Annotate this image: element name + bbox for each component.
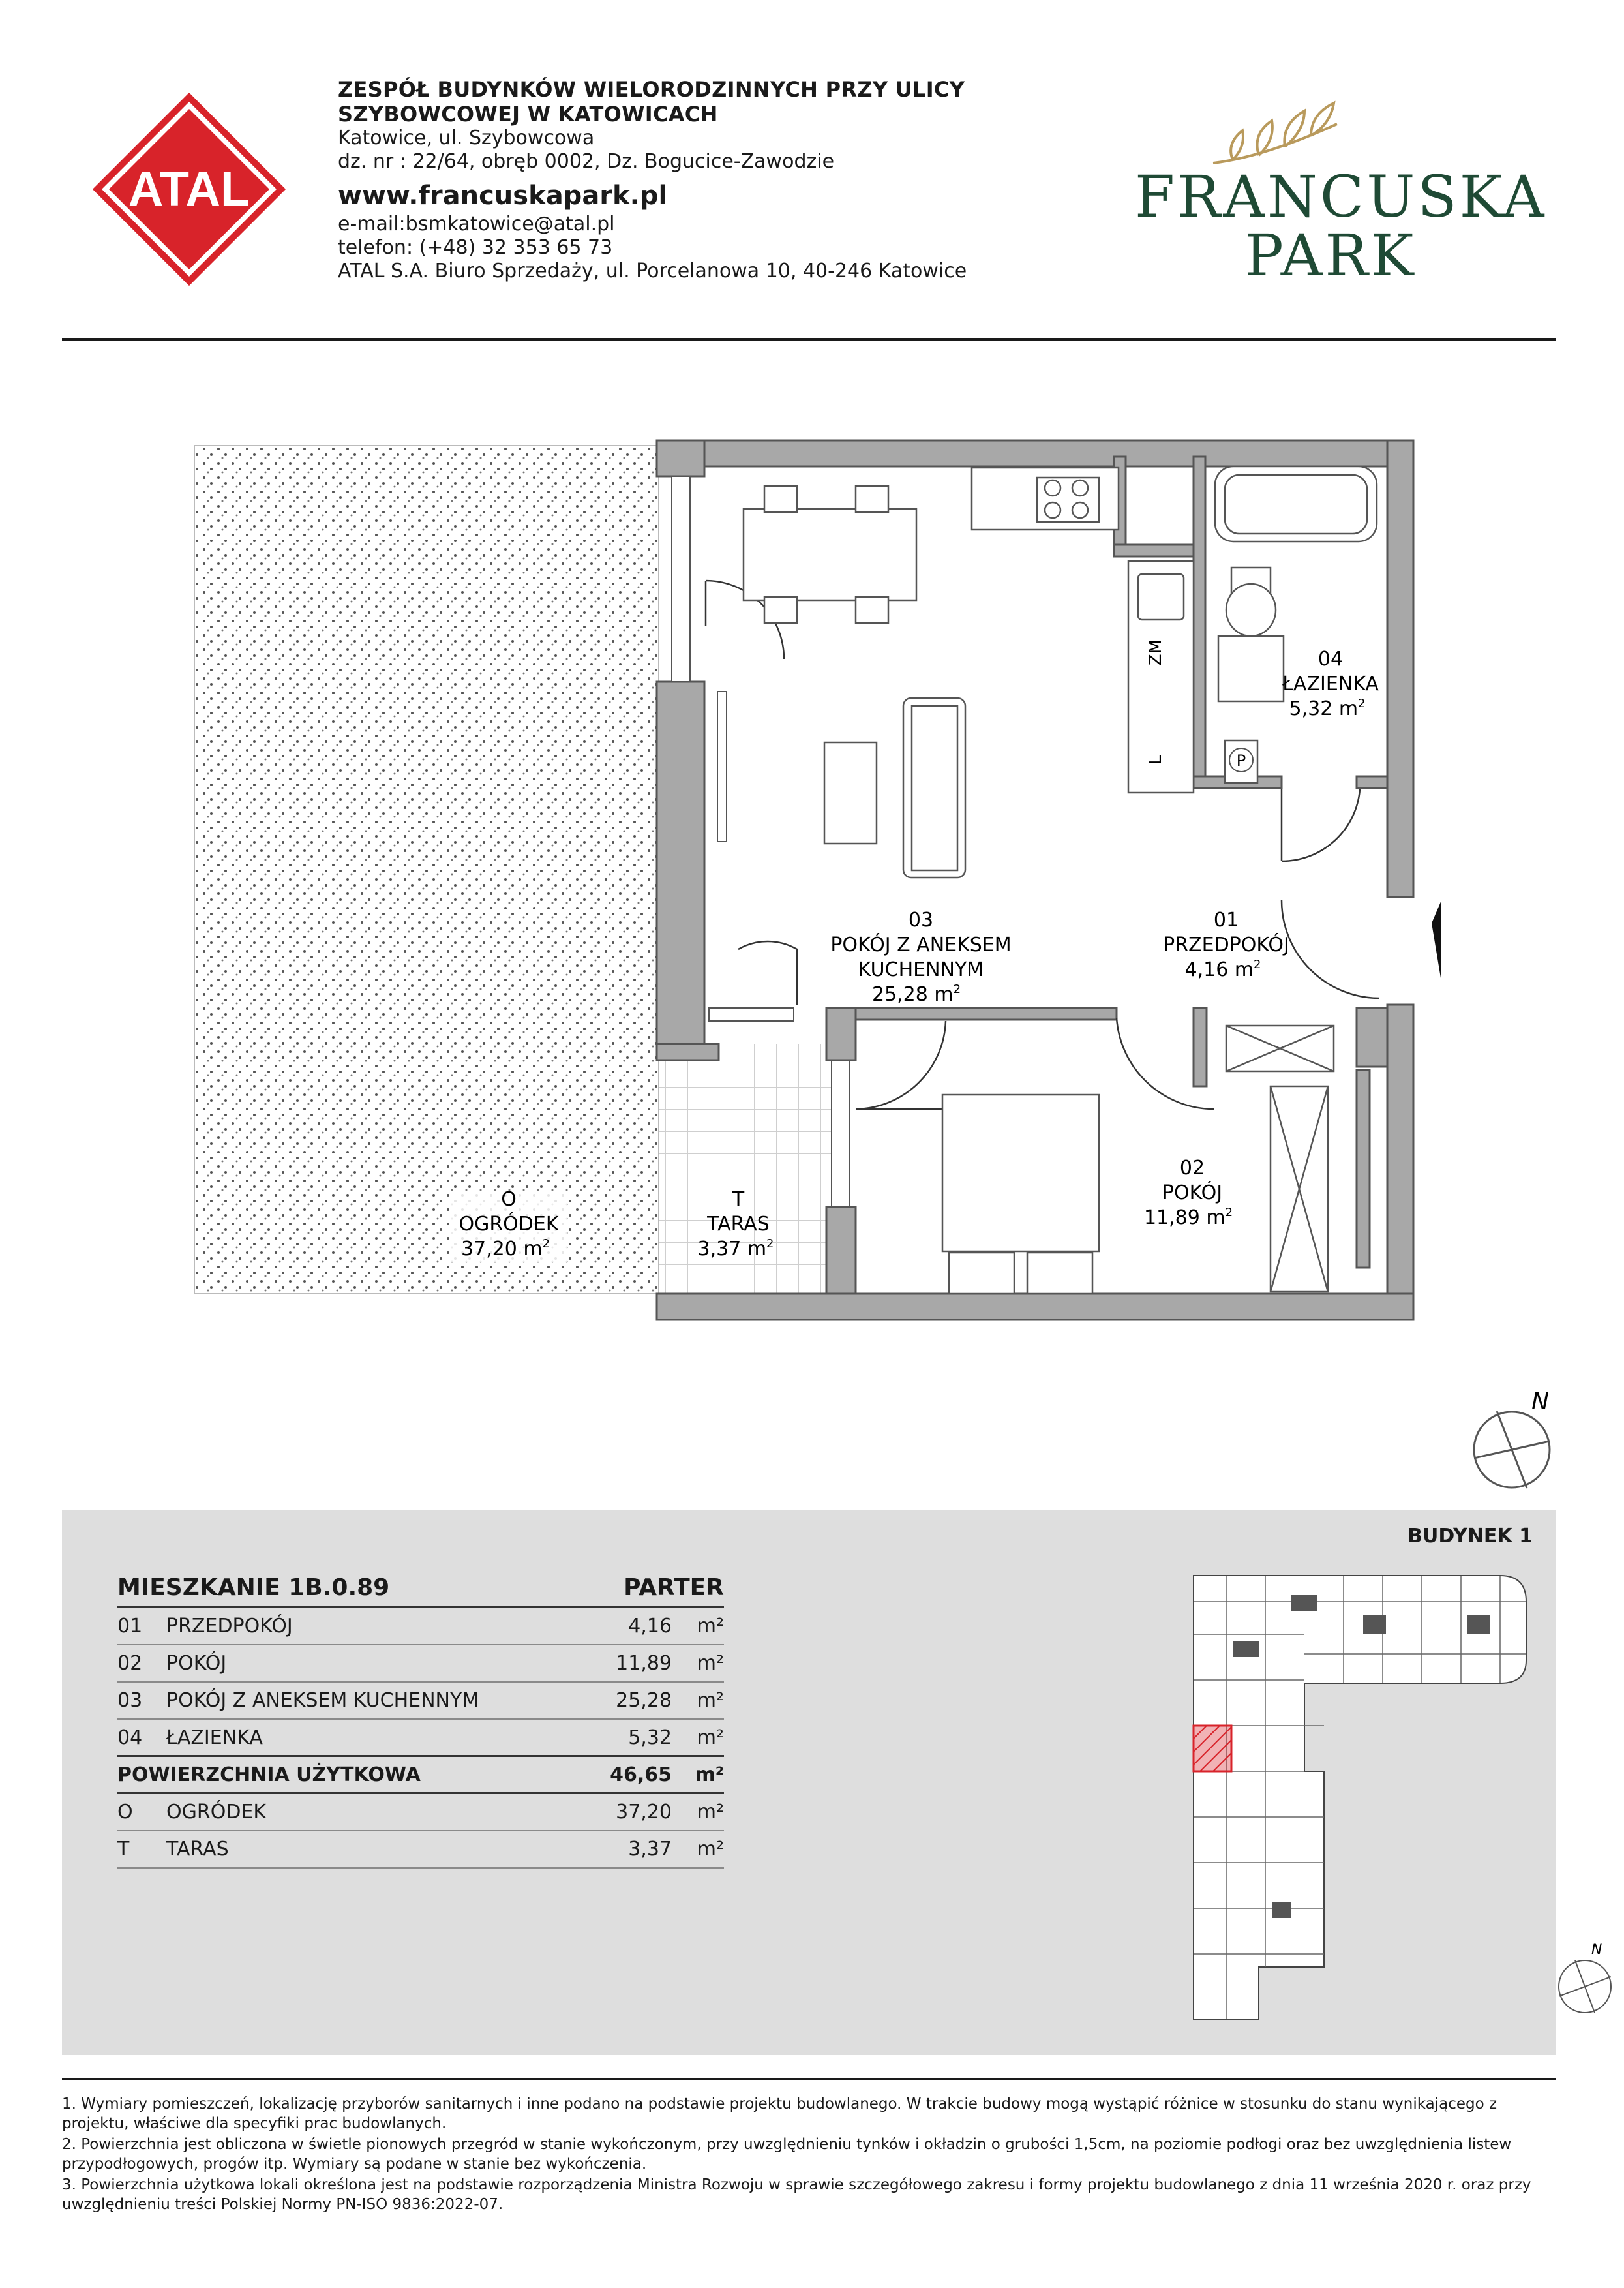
floor-plan — [0, 391, 1617, 1415]
address: Katowice, ul. Szybowcowa — [338, 127, 595, 149]
svg-text:OGRÓDEK: OGRÓDEK — [459, 1213, 559, 1236]
row-area: 25,28 — [616, 1689, 672, 1712]
phone: telefon: (+48) 32 353 65 73 — [338, 236, 613, 259]
key-plan-north-label: N — [1591, 1942, 1602, 1958]
svg-text:25,28 m2: 25,28 $m^2$ — [871, 983, 961, 1006]
row-code: 01 — [117, 1615, 143, 1638]
table-row — [117, 1683, 724, 1720]
leaves-icon — [1207, 98, 1344, 170]
row-area: 5,32 — [628, 1726, 672, 1749]
table-row — [117, 1608, 724, 1645]
email[interactable]: e-mail:bsmkatowice@atal.pl — [338, 213, 615, 236]
table-row — [117, 1720, 724, 1757]
svg-text:KUCHENNYM: KUCHENNYM — [858, 958, 984, 981]
row-area: 4,16 — [628, 1615, 672, 1638]
svg-text:11,89 m2: 11,89 $m^2$ — [1143, 1206, 1233, 1229]
garden-area — [194, 446, 659, 1294]
row-unit: m² — [697, 1652, 724, 1675]
table-header — [117, 1569, 724, 1608]
website-link[interactable]: www.francuskapark.pl — [338, 181, 668, 211]
row-code: T — [117, 1838, 130, 1861]
row-name: POKÓJ — [166, 1652, 227, 1675]
svg-text:T: T — [732, 1188, 745, 1211]
plot-number: dz. nr : 22/64, obręb 0002, Dz. Bogucice-Zawodzie — [338, 150, 835, 173]
row-area: 11,89 — [616, 1652, 672, 1675]
footnote: 3. Powierzchnia użytkowa lokali określona jest na podstawie rozporządzenia Ministra Rozwoju w sprawie szczegółowego zakresu i formy projektu budowlanego z dnia 11 września 2020 r. oraz przy uwzględnieniu treści Polskiej Normy PN-ISO 9836:2022-07. — [62, 2176, 1531, 2213]
row-unit: m² — [697, 1838, 724, 1861]
svg-text:5,32 m2: 5,32 $m^2$ — [1289, 697, 1366, 720]
svg-text:37,20 m2: 37,20 $m^2$ — [460, 1237, 550, 1260]
row-name: PRZEDPOKÓJ — [166, 1615, 293, 1638]
table-row — [117, 1645, 724, 1683]
floor-label: PARTER — [624, 1574, 724, 1601]
compass-icon — [1474, 1388, 1550, 1488]
svg-text:02: 02 — [1179, 1157, 1205, 1180]
svg-text:POKÓJ: POKÓJ — [1162, 1182, 1223, 1204]
info-panel — [62, 1510, 1602, 2055]
svg-text:POKÓJ Z ANEKSEM: POKÓJ Z ANEKSEM — [830, 934, 1012, 956]
entrance-arrow-icon — [1432, 900, 1441, 982]
total-unit: m² — [695, 1763, 724, 1786]
svg-text:03: 03 — [908, 909, 934, 932]
brand-line1: FRANCUSKA — [1135, 163, 1547, 230]
svg-text:01: 01 — [1213, 909, 1239, 932]
building-key-plan — [1174, 1563, 1624, 2032]
svg-text:04: 04 — [1317, 648, 1344, 671]
footnote: 2. Powierzchnia jest obliczona w świetle pionowych przegród w stanie wykończonym, przy uwzględnieniu tynków i okładzin o grubości 1,5cm, na poziomie podłogi oraz bez uwzględnienia listew przypodłogowych, progów itp. Wymiary są podane w stanie bez wykończenia. — [62, 2136, 1512, 2173]
project-title-line2: SZYBOWCOWEJ W KATOWICACH — [338, 102, 718, 127]
row-code: 03 — [117, 1689, 143, 1712]
room-label-o — [450, 1188, 567, 1262]
svg-text:4,16 m2: 4,16 $m^2$ — [1184, 958, 1261, 981]
header-info — [338, 77, 1055, 283]
row-area: 3,37 — [628, 1838, 672, 1861]
row-code: 02 — [117, 1652, 143, 1675]
building-label: BUDYNEK 1 — [1407, 1525, 1533, 1548]
row-name: POKÓJ Z ANEKSEM KUCHENNYM — [166, 1689, 479, 1712]
row-code: O — [117, 1801, 133, 1823]
row-name: ŁAZIENKA — [166, 1726, 263, 1749]
apartment-number: MIESZKANIE 1B.0.89 — [117, 1574, 390, 1601]
table-row — [117, 1831, 724, 1869]
brand-line2: PARK — [1244, 222, 1417, 289]
area-table — [117, 1569, 724, 1869]
key-plan-compass-icon — [1559, 1942, 1611, 2013]
total-area: 46,65 — [610, 1763, 672, 1786]
francuska-park-logo — [1135, 98, 1547, 289]
fridge-label: L — [1146, 755, 1165, 765]
svg-text:PRZEDPOKÓJ: PRZEDPOKÓJ — [1163, 934, 1289, 956]
apartment-highlight — [1194, 1726, 1231, 1771]
notes-divider — [62, 2078, 1556, 2080]
row-name: OGRÓDEK — [166, 1801, 267, 1823]
washer-label: ZM — [1146, 639, 1165, 666]
compass-north-label: N — [1531, 1388, 1549, 1415]
footnote: 1. Wymiary pomieszczeń, lokalizację przyborów sanitarnych i inne podano na podstawie projektu budowlanego. W trakcie budowy mogą wystąpić różnice w stosunku do stanu wynikającego z projektu, właściwe dla specyfiki prac budowlanych. — [62, 2096, 1497, 2132]
row-unit: m² — [697, 1801, 724, 1823]
atal-logo-text: ATAL — [128, 162, 250, 216]
atal-logo — [95, 95, 284, 284]
row-unit: m² — [697, 1615, 724, 1638]
room-label-01 — [1163, 909, 1289, 981]
total-row — [117, 1757, 724, 1794]
row-unit: m² — [697, 1689, 724, 1712]
row-code: 04 — [117, 1726, 143, 1749]
row-area: 37,20 — [616, 1801, 672, 1823]
sales-office: ATAL S.A. Biuro Sprzedaży, ul. Porcelanowa 10, 40-246 Katowice — [338, 260, 967, 282]
svg-text:O: O — [501, 1188, 517, 1211]
room-label-04 — [1282, 648, 1379, 720]
row-name: TARAS — [166, 1838, 229, 1861]
table-row — [117, 1794, 724, 1831]
water-heater-label: P — [1236, 752, 1246, 770]
total-name: POWIERZCHNIA UŻYTKOWA — [117, 1763, 421, 1786]
project-title-line1: ZESPÓŁ BUDYNKÓW WIELORODZINNYCH PRZY ULICY — [338, 77, 965, 102]
row-unit: m² — [697, 1726, 724, 1749]
room-label-02 — [1144, 1157, 1233, 1229]
svg-text:ŁAZIENKA: ŁAZIENKA — [1282, 673, 1379, 695]
svg-text:TARAS: TARAS — [707, 1213, 770, 1236]
footnotes — [62, 2094, 1556, 2216]
room-label-03 — [830, 909, 1011, 1006]
header-divider — [62, 338, 1556, 341]
svg-text:3,37 m2: 3,37 $m^2$ — [697, 1237, 774, 1260]
